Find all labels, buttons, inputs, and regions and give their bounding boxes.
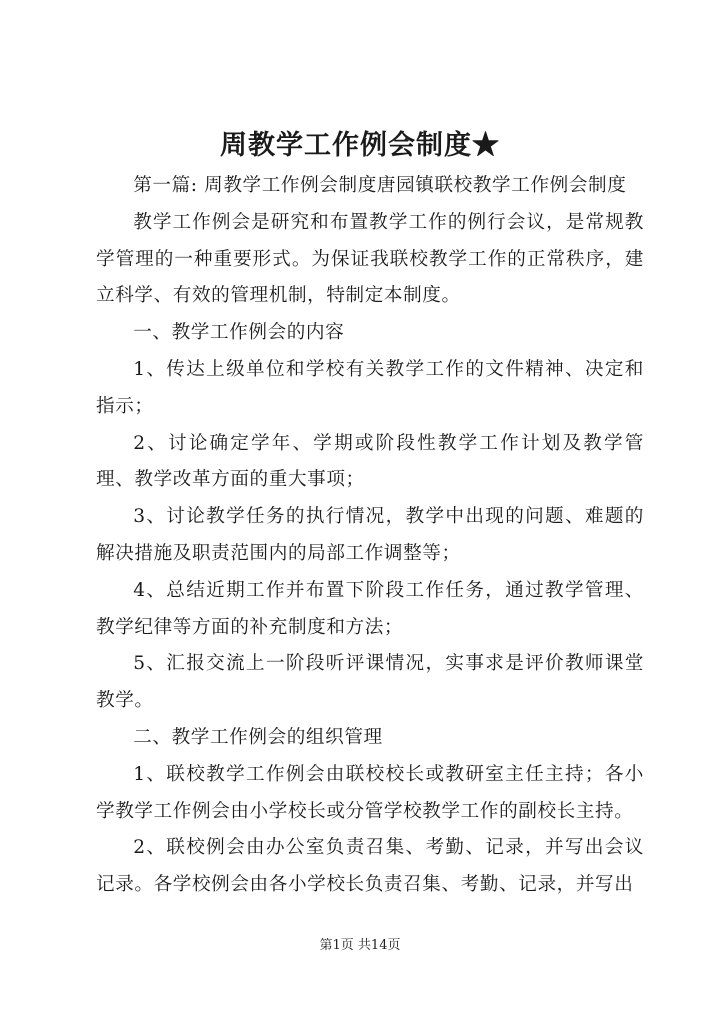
page-number-footer: 第1页 共14页	[319, 938, 401, 953]
document-body	[96, 168, 644, 904]
paragraph: 1、传达上级单位和学校有关教学工作的文件精神、决定和指示；	[96, 358, 644, 417]
paragraph: 4、总结近期工作并布置下阶段工作任务，通过教学管理、教学纪律等方面的补充制度和方法；	[96, 579, 644, 638]
section-heading: 一、教学工作例会的内容	[133, 322, 345, 344]
paragraph: 第一篇: 周教学工作例会制度唐园镇联校教学工作例会制度	[133, 175, 627, 196]
paragraph: 1、联校教学工作例会由联校校长或教研室主任主持；各小学教学工作例会由小学校长或分管学校教学工作的副校长主持。	[96, 763, 644, 822]
paragraph: 教学工作例会是研究和布置教学工作的例行会议，是常规教学管理的一种重要形式。为保证我联校教学工作的正常秩序，建立科学、有效的管理机制，特制定本制度。	[96, 211, 644, 307]
section-heading: 二、教学工作例会的组织管理	[133, 726, 383, 748]
paragraph: 2、联校例会由办公室负责召集、考勤、记录，并写出会议记录。各学校例会由各小学校长负责召集、考勤、记录，并写出	[96, 837, 644, 896]
paragraph: 5、汇报交流上一阶段听评课情况，实事求是评价教师课堂教学。	[96, 653, 644, 712]
paragraph: 3、讨论教学任务的执行情况，教学中出现的问题、难题的解决措施及职责范围内的局部工作调整等；	[96, 506, 644, 564]
paragraph: 2、讨论确定学年、学期或阶段性教学工作计划及教学管理、教学改革方面的重大事项；	[96, 432, 644, 491]
document-title: 周教学工作例会制度★	[220, 130, 500, 161]
